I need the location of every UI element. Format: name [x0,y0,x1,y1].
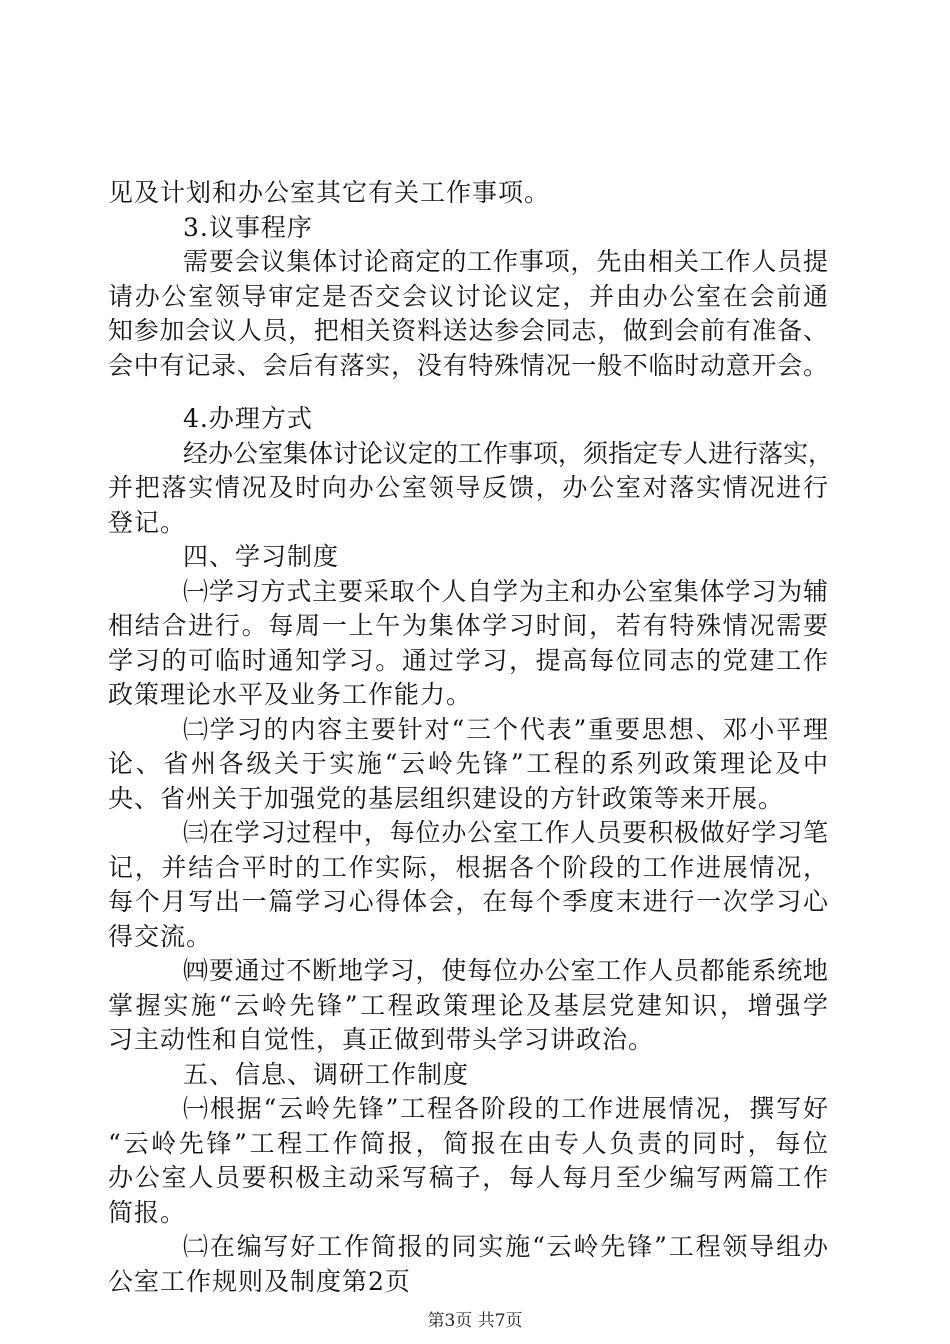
text-line: ㈢在学习过程中，每位办公室工作人员要积极做好学习笔 [183,818,828,847]
section-heading: 四、学习制度 [183,542,340,571]
text-line: 知参加会议人员，把相关资料送达参会同志，做到会前有准备、 [108,316,828,345]
text-line: 登记。 [108,508,187,537]
text-line: 学习的可临时通知学习。通过学习，提高每位同志的党建工作 [108,646,828,675]
text-line: ㈡学习的内容主要针对“三个代表”重要思想、邓小平理 [183,715,828,744]
text-line: 见及计划和办公室其它有关工作事项。 [108,178,551,207]
text-line: ㈡在编写好工作简报的同实施“云岭先锋”工程领导组办 [183,1232,828,1261]
text-line: 办公室人员要积极主动采写稿子，每人每月至少编写两篇工作 [108,1163,828,1192]
text-line: 习主动性和自觉性，真正做到带头学习讲政治。 [108,1025,655,1054]
text-line: 每个月写出一篇学习心得体会，在每个季度末进行一次学习心 [108,887,828,916]
text-line: 政策理论水平及业务工作能力。 [108,680,473,709]
text-line: 记，并结合平时的工作实际，根据各个阶段的工作进展情况， [108,853,828,882]
text-line: 相结合进行。每周一上午为集体学习时间，若有特殊情况需要 [108,611,828,640]
text-line: 需要会议集体讨论商定的工作事项，先由相关工作人员提 [183,247,828,276]
text-line: ㈠学习方式主要采取个人自学为主和办公室集体学习为辅 [183,577,828,606]
text-line: 央、省州关于加强党的基层组织建设的方针政策等来开展。 [108,784,785,813]
text-line: 经办公室集体讨论议定的工作事项，须指定专人进行落实， [183,439,834,468]
text-line: “云岭先锋”工程工作简报，简报在由专人负责的同时，每位 [108,1129,828,1158]
text-line: 请办公室领导审定是否交会议讨论议定，并由办公室在会前通 [108,282,828,311]
section-heading: 4.办理方式 [183,404,313,433]
text-line: 简报。 [108,1198,187,1227]
text-line: 论、省州各级关于实施“云岭先锋”工程的系列政策理论及中 [108,749,828,778]
text-line: ㈣要通过不断地学习，使每位办公室工作人员都能系统地 [183,956,828,985]
text-line: 公室工作规则及制度第2页 [108,1267,411,1296]
text-line: ㈠根据“云岭先锋”工程各阶段的工作进展情况，撰写好 [183,1094,828,1123]
page-number-footer: 第3页 共7页 [427,1311,523,1331]
text-line: 得交流。 [108,922,213,951]
section-heading: 3.议事程序 [183,213,313,242]
text-line: 并把落实情况及时向办公室领导反馈，办公室对落实情况进行 [108,473,828,502]
text-line: 会中有记录、会后有落实，没有特殊情况一般不临时动意开会。 [108,351,828,380]
text-line: 掌握实施“云岭先锋”工程政策理论及基层党建知识，增强学 [108,991,828,1020]
section-heading: 五、信息、调研工作制度 [183,1060,470,1089]
